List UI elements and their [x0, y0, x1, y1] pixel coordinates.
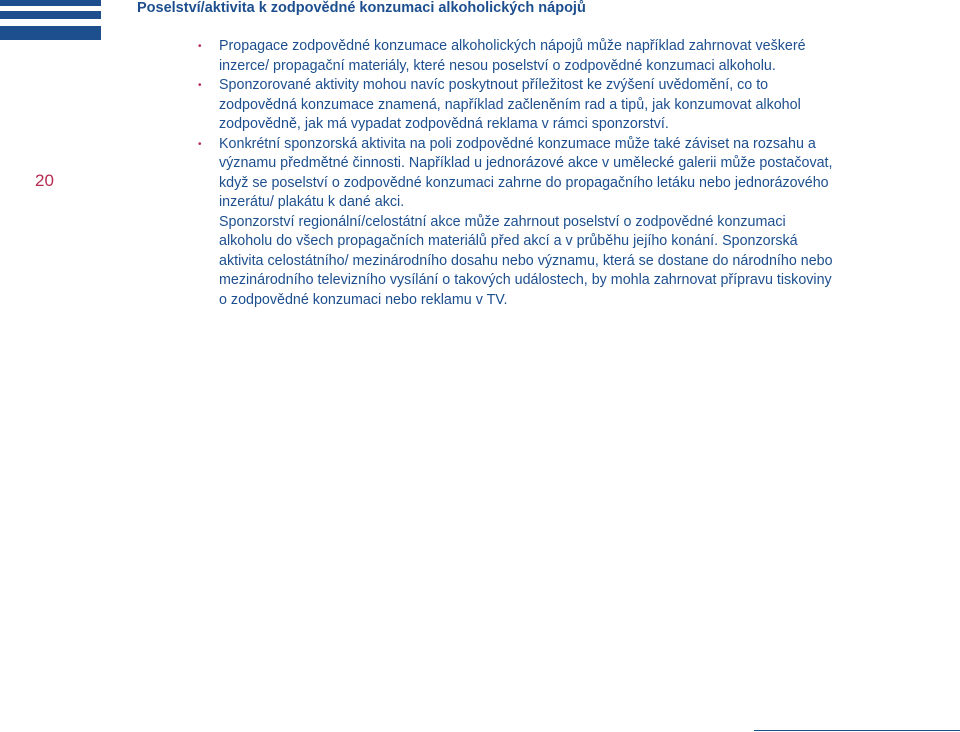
page-title: Poselství/aktivita k zodpovědné konzumaci alkoholických nápojů	[137, 0, 586, 16]
list-item	[197, 135, 837, 213]
list-item-text: Konkrétní sponzorská aktivita na poli zodpovědné konzumace může také záviset na rozsahu a významu předmětné činnosti. Například u jednorázové akce v umělecké galerii může postačovat, když se poselství o zodpovědné konzumaci zahrne do propagačního letáku nebo jednorázového inzerátu/ plakátu k dané akci.	[219, 135, 833, 210]
bullet-icon: •	[198, 80, 202, 91]
page-number: 20	[35, 171, 54, 190]
list-item-text: Propagace zodpovědné konzumace alkoholických nápojů může například zahrnovat veškeré inzerce/ propagační materiály, které nesou poselství o zodpovědné konzumaci alkoholu.	[219, 38, 806, 74]
continuation-paragraph: Sponzorství regionální/celostátní akce může zahrnout poselství o zodpovědné konzumaci alkoholu do všech propagačních materiálů před akcí a v průběhu jejího konání. Sponzorská aktivita celostátního/ mezinárodního dosahu nebo významu, která se dostane do národního nebo mezinárodního televizního vysílání o takových událostech, by mohla zahrnovat přípravu tiskoviny o zodpovědné konzumaci nebo reklamu v TV.	[219, 213, 833, 308]
logo-bar	[0, 26, 101, 40]
footer-divider	[754, 730, 960, 731]
list-item	[197, 37, 837, 76]
logo-bar	[0, 11, 101, 19]
list-item	[197, 76, 837, 135]
bullet-icon: •	[198, 138, 202, 150]
logo-bars	[0, 0, 101, 42]
logo-bar	[0, 0, 101, 6]
content-body	[197, 37, 837, 310]
bullet-icon: •	[198, 41, 202, 52]
list-item-text: Sponzorované aktivity mohou navíc poskytnout příležitost ke zvýšení uvědomění, co to zodpovědná konzumace znamená, například začleněním rad a tipů, jak konzumovat alkohol zodpovědně, jak má vypadat zodpovědná reklama v rámci sponzorství.	[219, 77, 801, 132]
